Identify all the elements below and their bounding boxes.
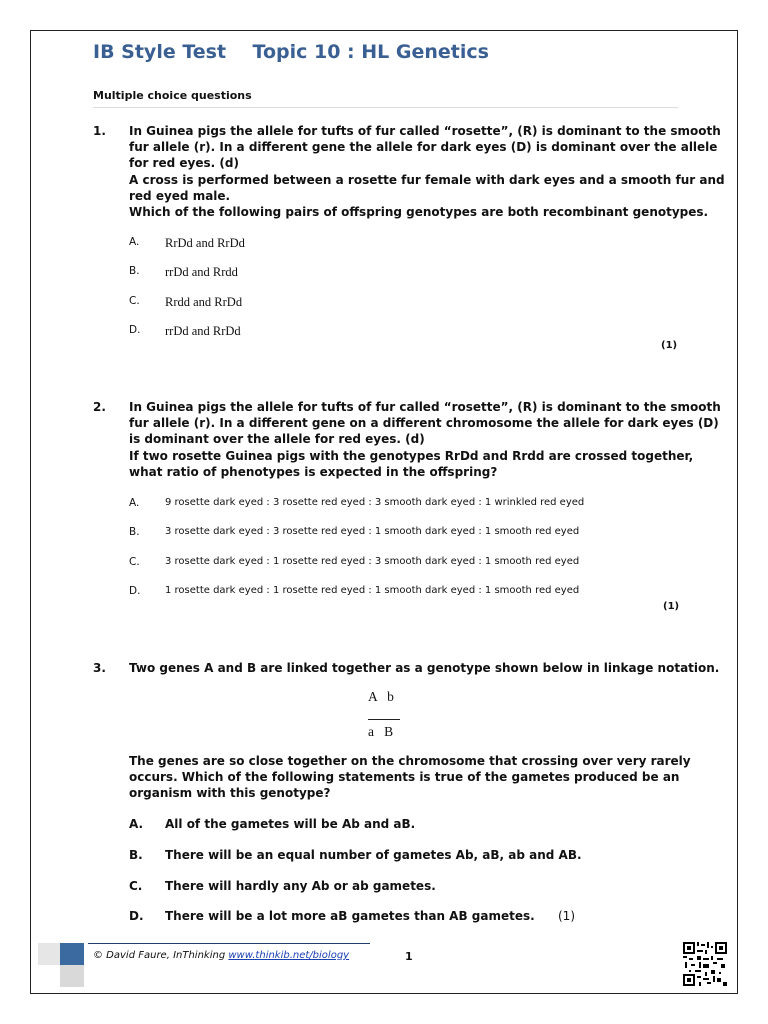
question-line: fur allele (r). In a different gene the allele for dark eyes (D) is dominant over the allele [129,140,718,155]
option-text: RrDd and RrDd [165,236,245,250]
option-letter: D. [129,324,141,336]
option-text: 9 rosette dark eyed : 3 rosette red eyed : 3 smooth dark eyed : 1 wrinkled red eyed [165,497,585,508]
option-text: 3 rosette dark eyed : 3 rosette red eyed : 1 smooth dark eyed : 1 smooth red eyed [165,526,580,537]
option-letter: A. [129,497,140,509]
question-line: what ratio of phenotypes is expected in the offspring? [129,464,498,479]
question-text [129,753,691,802]
question-line: fur allele (r). In a different gene on a different chromosome the allele for dark eyes (D) [129,416,719,431]
footer-block [38,943,60,965]
option-letter: A. [129,236,140,248]
option-text: 3 rosette dark eyed : 1 rosette red eyed : 3 smooth dark eyed : 1 smooth red eyed [165,556,580,567]
footer-block [60,965,84,987]
question-line: In Guinea pigs the allele for tufts of fur called “rosette”, (R) is dominant to the smooth [129,400,721,414]
option-text: All of the gametes will be Ab and aB. [165,817,416,831]
linkage-top-alleles: A b [368,689,394,704]
option-letter: B. [129,265,140,277]
footer-block [60,943,84,965]
mark-value: (1) [663,601,680,612]
mark-value: (1) [558,909,575,923]
footer-link[interactable]: www.thinkib.net/biology [228,950,350,961]
page-number: 1 [405,950,413,963]
option-letter: D. [129,909,144,923]
question-text [129,660,720,676]
option-text: Rrdd and RrDd [165,295,243,309]
copyright-text: © David Faure, InThinking [93,950,229,961]
linkage-bottom-alleles: a B [368,724,394,739]
question-line: The genes are so close together on the chromosome that crossing over very rarely [129,754,691,768]
option-text: There will be an equal number of gametes Ab, aB, ab and AB. [165,848,582,862]
header-divider [93,107,678,108]
option-letter: A. [129,817,144,831]
option-text: rrDd and RrDd [165,324,241,338]
footer-divider [88,943,370,944]
question-line: is dominant over the allele for red eyes. (d) [129,432,425,447]
question-line: organism with this genotype? [129,786,331,801]
option-text: rrDd and Rrdd [165,265,238,279]
option-letter: D. [129,585,141,597]
question-line: In Guinea pigs the allele for tufts of fur called “rosette”, (R) is dominant to the smooth [129,124,721,138]
question-line: for red eyes. (d) [129,156,239,171]
question-text [129,123,725,220]
option-letter: B. [129,848,143,862]
question-line: red eyed male. [129,188,231,203]
question-line: Two genes A and B are linked together as a genotype shown below in linkage notation. [129,661,720,675]
option-text: There will hardly any Ab or ab gametes. [165,879,436,893]
option-letter: C. [129,556,140,568]
option-text: There will be a lot more aB gametes than AB gametes. [165,909,535,923]
question-line: occurs. Which of the following statements is true of the gametes produced be an [129,770,680,785]
question-text [129,399,721,480]
question-number: 2. [93,400,106,414]
footer-copyright [93,950,349,961]
question-line: If two rosette Guinea pigs with the genotypes RrDd and Rrdd are crossed together, [129,448,694,463]
mark-value: (1) [661,340,678,351]
question-line: Which of the following pairs of offspring genotypes are both recombinant genotypes. [129,205,709,220]
option-letter: C. [129,879,143,893]
question-line: A cross is performed between a rosette fur female with dark eyes and a smooth fur and [129,172,725,187]
option-letter: C. [129,295,140,307]
section-subtitle: Multiple choice questions [93,89,252,102]
option-letter: B. [129,526,140,538]
question-number: 1. [93,124,106,138]
linkage-chromosome-line [368,719,400,720]
qr-code-icon [683,942,727,986]
question-number: 3. [93,661,106,675]
option-text: 1 rosette dark eyed : 1 rosette red eyed : 1 smooth dark eyed : 1 smooth red eyed [165,585,580,596]
page-title: IB Style Test Topic 10 : HL Genetics [93,41,489,63]
